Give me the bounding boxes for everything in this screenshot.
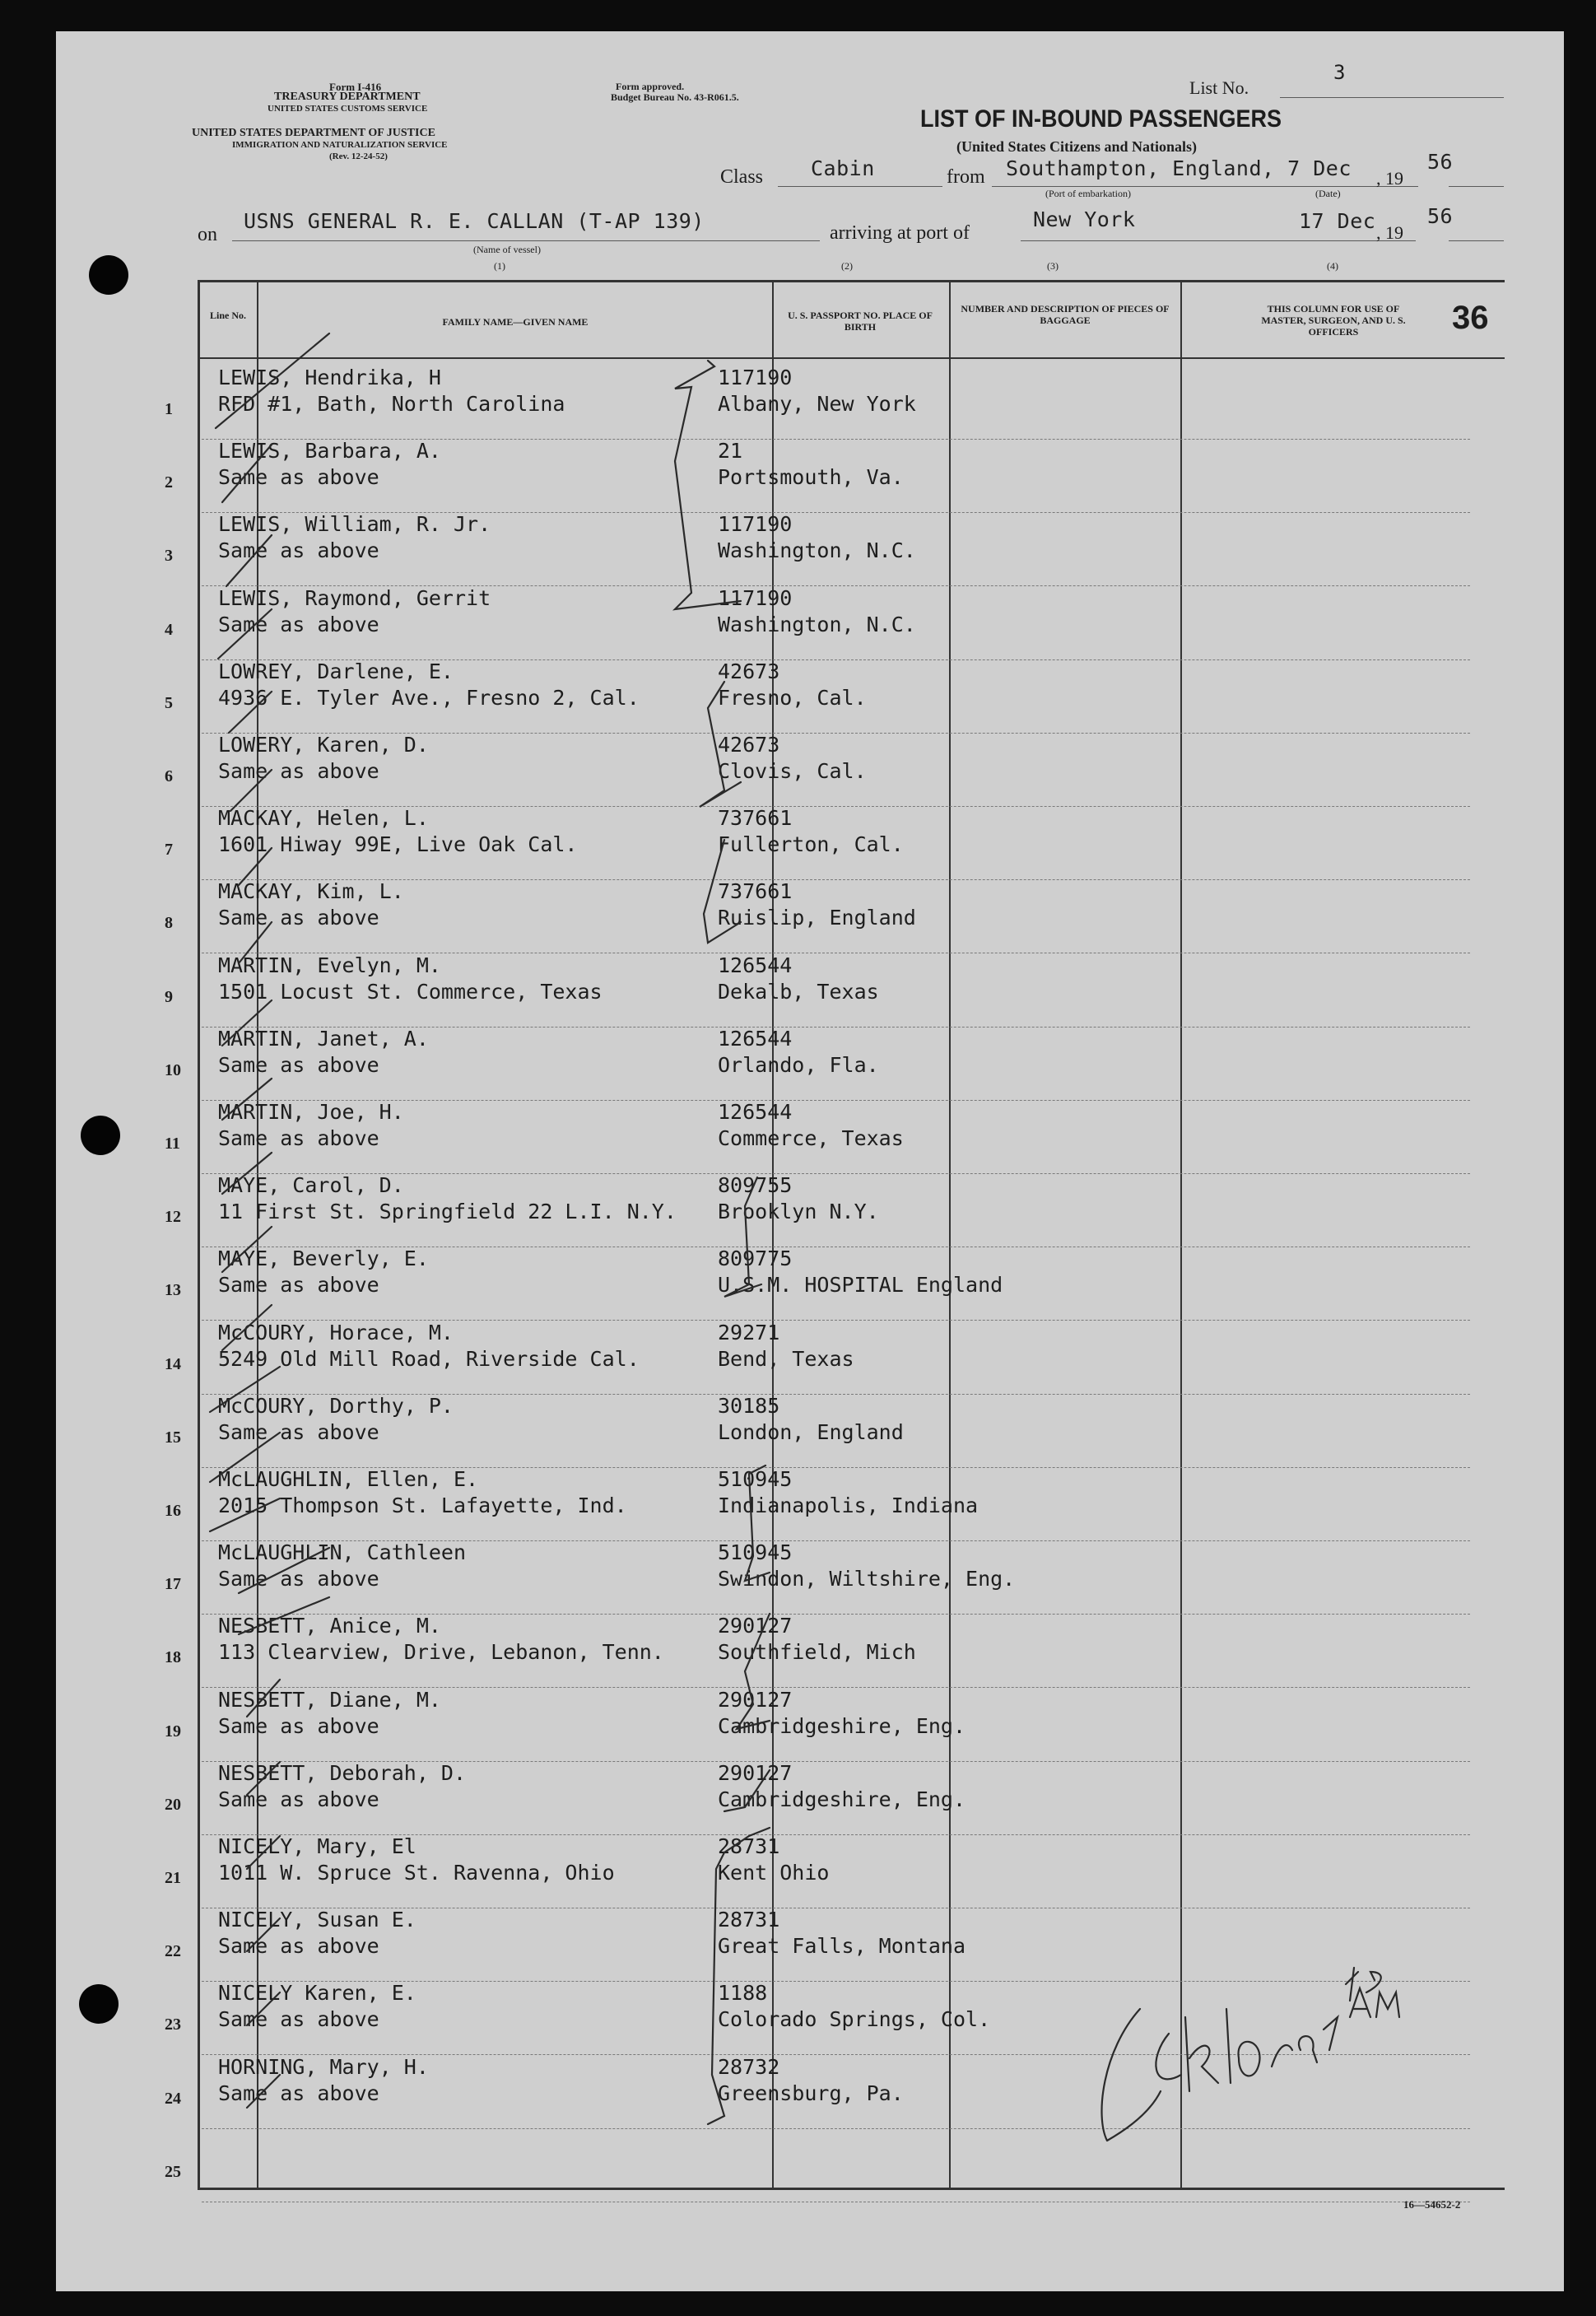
passenger-name: MACKAY, Kim, L. [218,879,404,904]
passenger-name: McLAUGHLIN, Cathleen [218,1540,467,1565]
header-line-no: Line No. [209,310,246,321]
place-of-birth: Clovis, Cal. [718,759,867,783]
arrival-port: New York [1033,207,1136,231]
place-of-birth: Washington, N.C. [718,538,916,563]
line-number: 7 [165,841,173,860]
page-number: 36 [1452,300,1489,336]
date-caption: (Date) [1315,188,1341,199]
passenger-address: 2015 Thompson St. Lafayette, Ind. [218,1494,627,1517]
place-of-birth: Washington, N.C. [718,612,916,636]
passport-number: 809775 [718,1247,793,1271]
line-number: 11 [165,1135,180,1153]
passenger-address: 5249 Old Mill Road, Riverside Cal. [218,1346,640,1371]
place-of-birth: U.S.M. HOSPITAL England [718,1273,1003,1298]
class-value: Cabin [811,156,875,180]
passport-number: 737661 [718,806,793,831]
place-of-birth: Albany, New York [718,392,916,416]
passenger-name: NICELY, Mary, El [218,1834,416,1858]
line-number: 23 [165,2015,181,2034]
passenger-name: LEWIS, Hendrika, H [218,366,441,389]
place-of-birth: Great Falls, Montana [718,1934,966,1959]
list-no-value: 3 [1333,61,1346,84]
passport-number: 42673 [718,733,780,757]
place-of-birth: Greensburg, Pa. [718,2081,904,2105]
passenger-name: NICELY Karen, E. [218,1981,416,2006]
passenger-address: Same as above [218,1126,379,1150]
header-family-name: FAMILY NAME—GIVEN NAME [442,316,589,328]
line-number: 25 [165,2162,181,2181]
passport-number: 510945 [718,1467,793,1491]
line-number: 18 [165,1648,181,1667]
arrival-year-prefix: , 19 [1376,222,1403,243]
passenger-name: MARTIN, Joe, H. [218,1100,404,1124]
passenger-address: Same as above [218,1787,379,1811]
justice-label: UNITED STATES DEPARTMENT OF JUSTICE [192,127,435,139]
passenger-address: Same as above [218,1419,379,1444]
port-embarkation-caption: (Port of embarkation) [1045,188,1131,199]
place-of-birth: Dekalb, Texas [718,979,879,1004]
passenger-name: McCOURY, Dorthy, P. [218,1393,454,1418]
line-number: 1 [165,400,173,418]
form-subtitle: (United States Citizens and Nationals) [956,138,1198,155]
passenger-address: RFD #1, Bath, North Carolina [218,392,565,416]
arrival-date: 17 Dec [1299,209,1376,233]
passenger-name: LEWIS, Barbara, A. [218,439,441,464]
line-number: 14 [165,1354,181,1373]
line-number: 12 [165,1208,181,1227]
place-of-birth: Kent Ohio [718,1861,830,1885]
line-number: 10 [165,1060,181,1079]
passport-number: 28731 [718,1834,780,1858]
place-of-birth: Cambridgeshire, Eng. [718,1787,966,1811]
place-of-birth: Swindon, Wiltshire, Eng. [718,1567,1016,1591]
passport-number: 117190 [718,512,793,537]
passenger-name: MACKAY, Helen, L. [218,806,429,831]
passport-number: 117190 [718,585,793,610]
line-number: 4 [165,620,173,639]
place-of-birth: Southfield, Mich [718,1640,916,1665]
passenger-address: Same as above [218,2007,379,2032]
passenger-name: MARTIN, Janet, A. [218,1026,429,1051]
passenger-address: 11 First St. Springfield 22 L.I. N.Y. [218,1200,677,1224]
passenger-address: Same as above [218,906,379,930]
vessel-name: USNS GENERAL R. E. CALLAN (T-AP 139) [244,209,705,233]
passenger-name: MAYE, Carol, D. [218,1173,404,1198]
passenger-name: HORNING, Mary, H. [218,2054,429,2079]
passport-number: 510945 [718,1540,793,1565]
header-baggage: NUMBER AND DESCRIPTION OF PIECES OF BAGGAGE [961,303,1170,326]
passenger-address: Same as above [218,1713,379,1738]
place-of-birth: London, England [718,1419,904,1444]
arriving-label: arriving at port of [830,222,970,244]
treasury-label: TREASURY DEPARTMENT [274,91,421,103]
passport-number: 29271 [718,1320,780,1344]
passport-number: 126544 [718,1026,793,1051]
signature [1119,2034,1121,2035]
form-approved-label: Form approved. [616,81,685,92]
line-number: 2 [165,473,173,492]
passenger-address: Same as above [218,1273,379,1298]
passport-number: 290127 [718,1614,793,1638]
passport-number: 117190 [718,366,793,389]
passenger-address: Same as above [218,1567,379,1591]
ins-label: IMMIGRATION AND NATURALIZATION SERVICE [232,140,448,150]
footer-code: 16—54652-2 [1403,2198,1461,2211]
year-prefix: , 19 [1376,168,1403,189]
customs-label: UNITED STATES CUSTOMS SERVICE [268,104,428,114]
year-value: 56 [1427,150,1454,174]
place-of-birth: Orlando, Fla. [718,1052,879,1077]
line-number: 20 [165,1795,181,1814]
place-of-birth: Bend, Texas [718,1346,854,1371]
passenger-address: Same as above [218,465,379,490]
line-number: 3 [165,547,173,566]
col-num-2: (2) [841,260,853,272]
line-number: 5 [165,693,173,712]
passenger-address: 1601 Hiway 99E, Live Oak Cal. [218,832,578,857]
header-officers: THIS COLUMN FOR USE OF MASTER, SURGEON, AND U. S. OFFICERS [1261,303,1406,338]
passenger-name: MAYE, Beverly, E. [218,1247,429,1271]
passenger-name: McCOURY, Horace, M. [218,1320,454,1344]
line-number: 6 [165,767,173,785]
place-of-birth: Colorado Springs, Col. [718,2007,991,2032]
passenger-address: Same as above [218,1934,379,1959]
passenger-address: Same as above [218,2081,379,2105]
place-of-birth: Indianapolis, Indiana [718,1494,979,1517]
passport-number: 290127 [718,1687,793,1712]
passenger-name: NESBETT, Anice, M. [218,1614,441,1638]
passport-number: 28732 [718,2054,780,2079]
passenger-name: LEWIS, Raymond, Gerrit [218,585,491,610]
line-number: 15 [165,1428,181,1447]
revision-label: (Rev. 12-24-52) [329,151,388,161]
arrival-year: 56 [1427,204,1454,228]
line-number: 19 [165,1722,181,1740]
passenger-address: 1501 Locust St. Commerce, Texas [218,979,603,1004]
passenger-name: NICELY, Susan E. [218,1908,416,1932]
place-of-birth: Ruislip, England [718,906,916,930]
passport-number: 30185 [718,1393,780,1418]
passport-number: 28731 [718,1908,780,1932]
passenger-name: MARTIN, Evelyn, M. [218,953,441,977]
passenger-name: LOWREY, Darlene, E. [218,659,454,683]
passenger-name: McLAUGHLIN, Ellen, E. [218,1467,479,1491]
line-number: 24 [165,2089,181,2108]
passport-number: 42673 [718,659,780,683]
passenger-address: Same as above [218,759,379,783]
form-title: LIST OF IN-BOUND PASSENGERS [920,105,1282,133]
place-of-birth: Brooklyn N.Y. [718,1200,879,1224]
header-passport: U. S. PASSPORT NO. PLACE OF BIRTH [788,310,933,333]
passport-number: 126544 [718,953,793,977]
passenger-address: Same as above [218,1052,379,1077]
line-number: 9 [165,987,173,1006]
passenger-address: 113 Clearview, Drive, Lebanon, Tenn. [218,1640,664,1665]
place-of-birth: Cambridgeshire, Eng. [718,1713,966,1738]
budget-bureau-label: Budget Bureau No. 43-R061.5. [611,91,739,103]
place-of-birth: Fresno, Cal. [718,685,867,710]
passport-number: 809755 [718,1173,793,1198]
passport-number: 1188 [718,1981,768,2006]
passenger-address: 4936 E. Tyler Ave., Fresno 2, Cal. [218,685,640,710]
col-num-1: (1) [494,260,505,272]
passport-number: 290127 [718,1760,793,1785]
line-number: 16 [165,1502,181,1520]
place-of-birth: Fullerton, Cal. [718,832,904,857]
signature-time [1350,1976,1352,1978]
line-number: 8 [165,914,173,933]
on-label: on [198,224,217,245]
list-no-label: List No. [1189,77,1249,98]
passport-number: 126544 [718,1100,793,1124]
line-number: 17 [165,1575,181,1594]
class-label: Class [720,166,764,188]
passport-number: 21 [718,439,743,464]
form-id: Form I-416 [329,81,382,93]
passenger-address: Same as above [218,538,379,563]
col-num-4: (4) [1327,260,1338,272]
passenger-name: NESBETT, Diane, M. [218,1687,441,1712]
place-of-birth: Portsmouth, Va. [718,465,904,490]
place-of-birth: Commerce, Texas [718,1126,904,1150]
passenger-name: LOWERY, Karen, D. [218,733,429,757]
col-num-3: (3) [1047,260,1059,272]
line-number: 13 [165,1281,181,1300]
embarkation-value: Southampton, England, 7 Dec [1006,156,1352,180]
passenger-address: Same as above [218,612,379,636]
passenger-name: LEWIS, William, R. Jr. [218,512,491,537]
from-label: from [947,166,985,188]
line-number: 22 [165,1942,181,1961]
vessel-caption: (Name of vessel) [473,244,541,255]
passenger-name: NESBETT, Deborah, D. [218,1760,467,1785]
passport-number: 737661 [718,879,793,904]
line-number: 21 [165,1869,181,1887]
passenger-address: 1011 W. Spruce St. Ravenna, Ohio [218,1861,615,1885]
